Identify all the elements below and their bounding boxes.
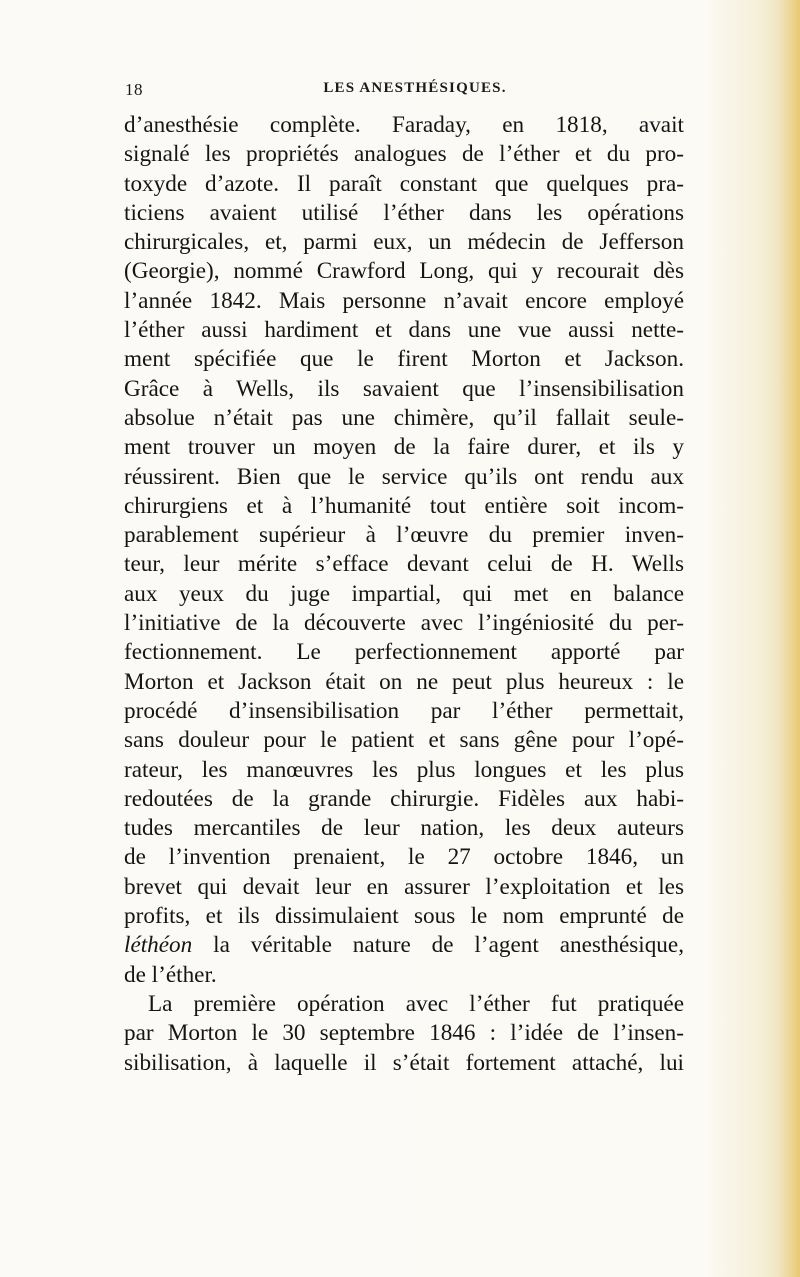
text-line: teur, leur mérite s’efface devant celui de H. Wells — [124, 551, 684, 578]
text-line: procédé d’insensibilisation par l’éther permettait, — [124, 697, 684, 724]
text-line: signalé les propriétés analogues de l’éther et du pro- — [124, 141, 684, 168]
text-line: redoutées de la grande chirurgie. Fidèles aux habi- — [124, 785, 684, 812]
text-line: brevet qui devait leur en assurer l’exploitation et les — [124, 873, 684, 900]
text-line: (Georgie), nommé Crawford Long, qui y recourait dès — [124, 258, 684, 285]
text-line: de l’éther. — [124, 961, 217, 988]
text-line: rateur, les manœuvres les plus longues et les plus — [124, 756, 684, 783]
running-head: LES ANESTHÉSIQUES. — [323, 80, 507, 96]
page-number: 18 — [125, 80, 143, 99]
text-line: parablement supérieur à l’œuvre du premier inven- — [124, 522, 684, 549]
text-line: par Morton le 30 septembre 1846 : l’idée de l’insen- — [124, 1020, 684, 1047]
text-line: sans douleur pour le patient et sans gêne pour l’opé- — [124, 727, 684, 754]
text-line: fectionnement. Le perfectionnement apporté par — [124, 639, 684, 666]
text-line: ticiens avaient utilisé l’éther dans les opérations — [124, 199, 684, 226]
text-line: tudes mercantiles de leur nation, les deux auteurs — [124, 815, 684, 842]
italic-term: léthéon — [124, 932, 193, 959]
text-line: l’année 1842. Mais personne n’avait encore employé — [124, 287, 684, 314]
text-line: profits, et ils dissimulaient sous le nom emprunté de — [124, 903, 684, 930]
text-line: Morton et Jackson était on ne peut plus heureux : le — [124, 668, 684, 695]
text-line-with-italic — [124, 931, 684, 960]
text-line: de l’invention prenaient, le 27 octobre 1846, un — [124, 844, 684, 871]
text-line: toxyde d’azote. Il paraît constant que quelques pra- — [124, 170, 684, 197]
text-line: ment trouver un moyen de la faire durer, et ils y — [124, 434, 684, 461]
text-fragment: la véritable nature de l’agent anesthésique, — [192, 932, 684, 959]
body-text — [124, 111, 684, 1078]
text-line: réussirent. Bien que le service qu’ils ont rendu aux — [124, 463, 684, 490]
text-line: aux yeux du juge impartial, qui met en balance — [124, 580, 684, 607]
text-line: d’anesthésie complète. Faraday, en 1818, avait — [124, 112, 684, 138]
text-line: Grâce à Wells, ils savaient que l’insensibilisation — [124, 375, 684, 402]
text-line: chirurgiens et à l’humanité tout entière soit incom- — [124, 492, 684, 519]
text-line: l’éther aussi hardiment et dans une vue aussi nette- — [124, 317, 684, 344]
text-line: absolue n’était pas une chimère, qu’il fallait seule- — [124, 404, 684, 431]
text-line: sibilisation, à laquelle il s’était fortement attaché, lui — [124, 1049, 684, 1076]
page-edge-stain — [778, 0, 800, 1277]
text-line: ment spécifiée que le firent Morton et Jackson. — [124, 346, 684, 373]
text-line: l’initiative de la découverte avec l’ingéniosité du per- — [124, 610, 684, 637]
text-line: chirurgicales, et, parmi eux, un médecin de Jefferson — [124, 229, 684, 256]
page-header — [125, 80, 705, 104]
paragraph-start-line: La première opération avec l’éther fut pratiquée — [148, 990, 684, 1017]
